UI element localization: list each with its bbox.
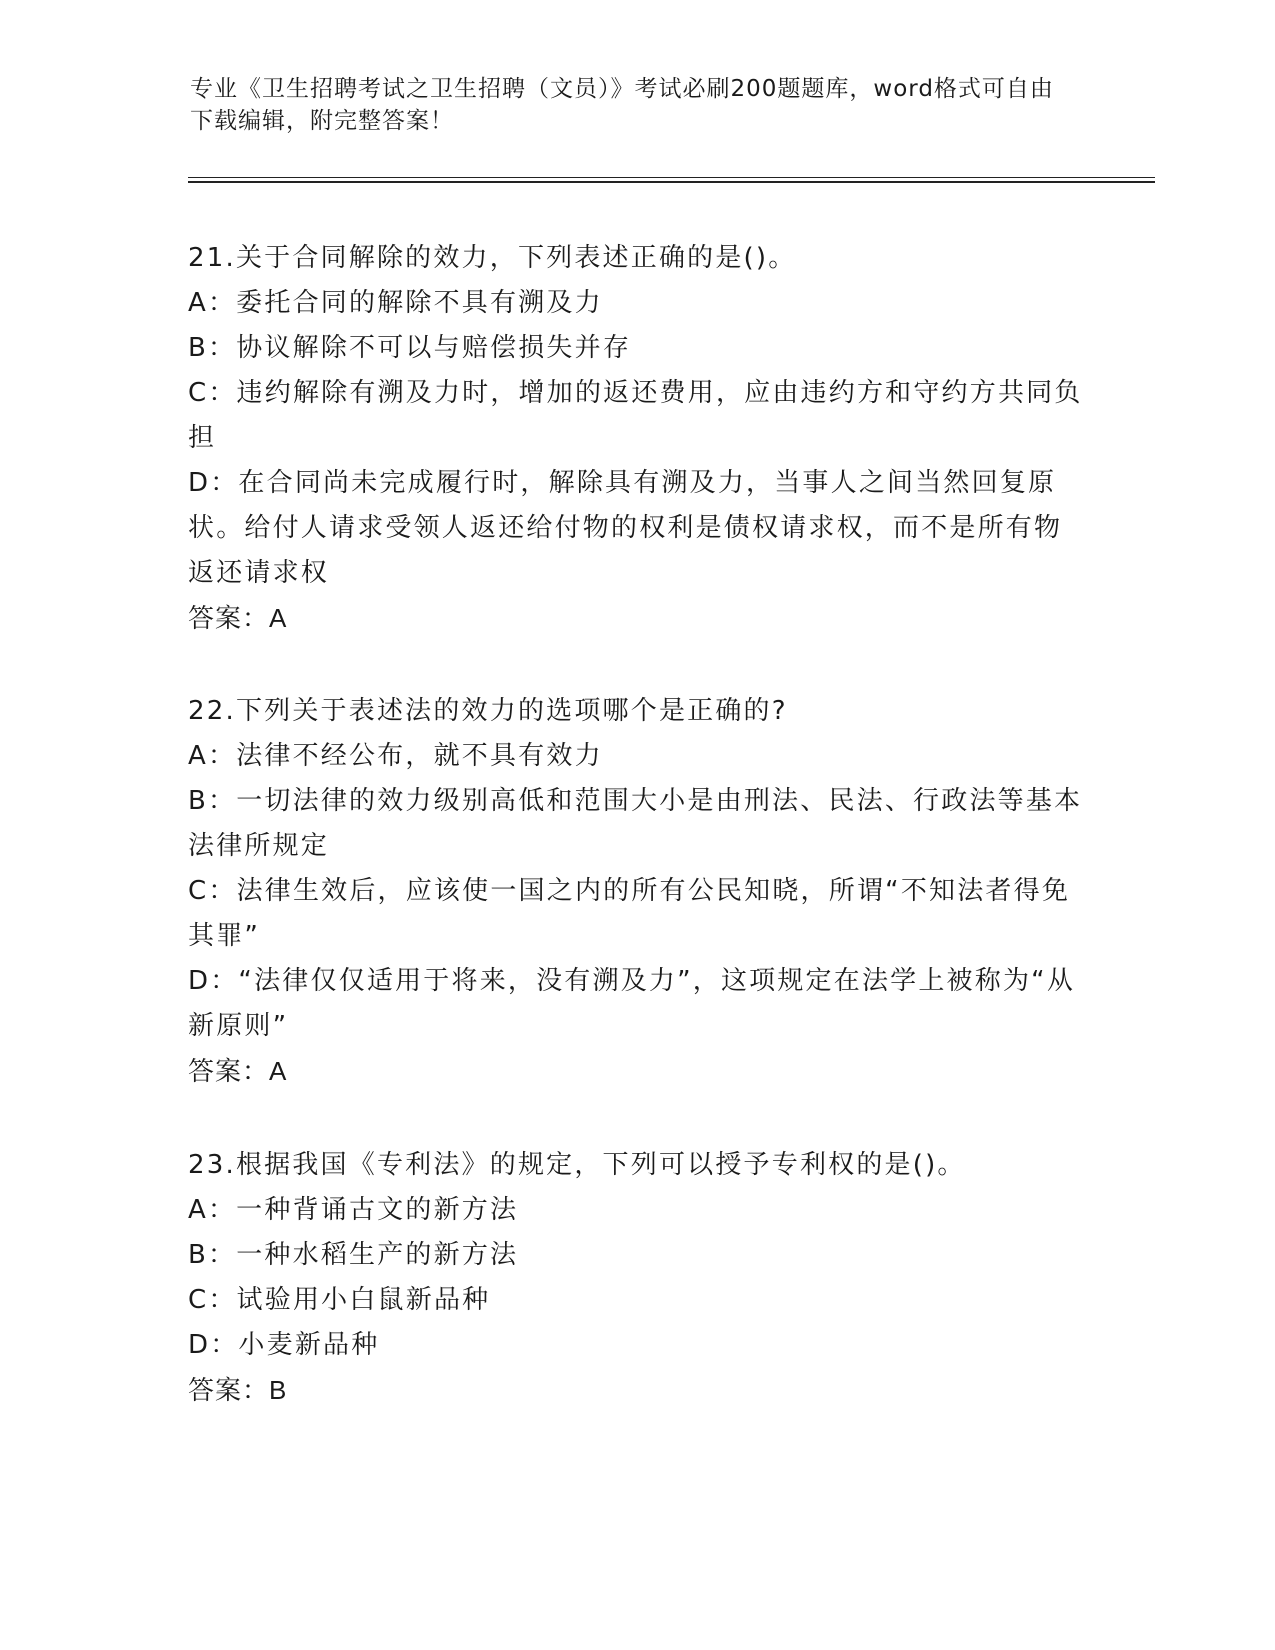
option-d: D：“法律仅仅适用于将来，没有溯及力”，这项规定在法学上被称为“从新原则” xyxy=(188,966,1076,1041)
option-c: C：违约解除有溯及力时，增加的返还费用，应由违约方和守约方共同负担 xyxy=(188,378,1083,453)
question-23 xyxy=(188,1143,1088,1413)
option-b: B：一切法律的效力级别高低和范围大小是由刑法、民法、行政法等基本法律所规定 xyxy=(188,786,1083,861)
option-b: B：一种水稻生产的新方法 xyxy=(188,1240,519,1270)
answer-label: 答案： xyxy=(188,1375,270,1405)
answer-label: 答案： xyxy=(188,1056,270,1086)
option-c: C：法律生效后，应该使一国之内的所有公民知晓，所谓“不知法者得免其罪” xyxy=(188,876,1071,951)
option-d: D：在合同尚未完成履行时，解除具有溯及力，当事人之间当然回复原状。给付人请求受领人返还给付物的权利是债权请求权，而不是所有物返还请求权 xyxy=(188,468,1063,588)
answer-value: A xyxy=(269,603,288,633)
answer-label: 答案： xyxy=(188,603,270,633)
option-a: A：法律不经公布，就不具有效力 xyxy=(188,741,603,771)
answer-line xyxy=(188,596,1088,641)
question-stem: 21.关于合同解除的效力，下列表述正确的是()。 xyxy=(188,243,797,273)
option-c: C：试验用小白鼠新品种 xyxy=(188,1285,491,1315)
header-rule-thin xyxy=(188,177,1155,178)
answer-line xyxy=(188,1049,1088,1094)
answer-line xyxy=(188,1368,1088,1413)
option-a: A：一种背诵古文的新方法 xyxy=(188,1195,519,1225)
answer-value: B xyxy=(269,1375,288,1405)
option-a: A：委托合同的解除不具有溯及力 xyxy=(188,288,603,318)
document-header: 专业《卫生招聘考试之卫生招聘（文员）》考试必刷200题题库，word格式可自由下载编辑，附完整答案！ xyxy=(190,76,1054,134)
header-rule-thick xyxy=(188,181,1155,183)
option-b: B：协议解除不可以与赔偿损失并存 xyxy=(188,333,632,363)
question-22 xyxy=(188,689,1088,1094)
option-d: D：小麦新品种 xyxy=(188,1330,380,1360)
question-stem: 23.根据我国《专利法》的规定，下列可以授予专利权的是()。 xyxy=(188,1150,966,1180)
answer-value: A xyxy=(269,1056,288,1086)
question-stem: 22.下列关于表述法的效力的选项哪个是正确的? xyxy=(188,696,788,726)
question-21 xyxy=(188,236,1088,641)
